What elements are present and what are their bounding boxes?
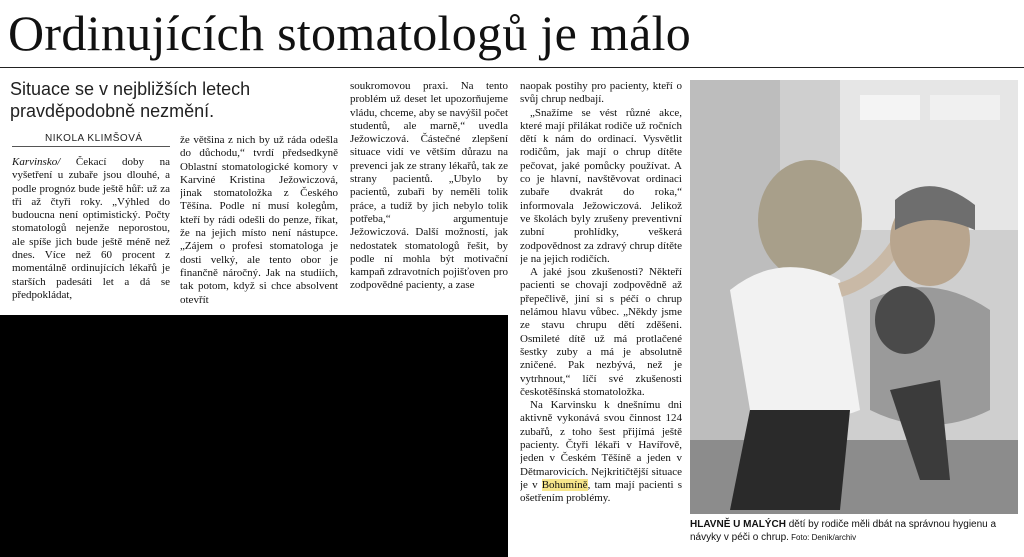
article-column-2 bbox=[180, 134, 338, 314]
dentist-child-photo bbox=[690, 80, 1018, 514]
headline-rule bbox=[0, 67, 1024, 68]
subhead: Situace se v nejbližších letech pravděpodobně nezmění. bbox=[10, 79, 251, 121]
photo-caption bbox=[690, 518, 1020, 544]
paragraph: „Snažíme se vést různé akce, které mají přilákat rodiče už ročních dětí k nám do ordinací. Vysvětlit rodičům, jak mají o chrup dítěte pečovat, jaké pomůcky používat. A co je hlavní, navštěvovat ordinaci zubaře dvakrát do roka,“ informovala Ježowiczová. Jelikož ve školách byly zrušeny preventivní zubní prohlídky, veškerá zodpovědnost za zdravý chrup dítěte je na jejich rodičích. bbox=[520, 106, 682, 265]
paragraph bbox=[520, 399, 682, 505]
paragraph bbox=[12, 156, 170, 302]
highlighted-word: Bohumíně bbox=[541, 478, 588, 491]
paragraph-text: Na Karvinsku k dnešnímu dni aktivně vykonává svou činnost 124 zubařů, z toho šest přijímá ještě pacienty. Čtyři lékaři v Havířově, jeden v Českém Těšíně a jeden v Dětmarovicích. Nejkritičtější situace je v bbox=[520, 399, 682, 491]
caption-lead: HLAVNĚ U MALÝCH bbox=[690, 519, 786, 530]
dateline: Karvinsko/ bbox=[12, 156, 61, 168]
paragraph: soukromovou praxi. Na tento problém už deset let upozorňujeme vládu, chceme, aby se navýšil počet studentů, ale marně,“ uvedla Ježowiczová. Částečné zlepšení situace vidí ve větším důrazu na prevenci jak ze strany lékařů, tak ze strany pacientů. „Ubylo by pacientů, zubaři by neměli tolik práce, a tudíž by jich nebylo tolik potřeba,“ argumentuje Ježowiczová. Další možností, jak nedostatek stomatologů řešit, by podle ní mohla být motivační kampaň zdravotních pojišťoven pro zodpovědné pacienty, a zase bbox=[350, 80, 508, 292]
paragraph: naopak postihy pro pacienty, kteří o svůj chrup nedbají. bbox=[520, 80, 682, 106]
caption-text: dětí by rodiče měli dbát na správnou hygienu a návyky v péči o chrup. bbox=[690, 519, 997, 543]
byline-rule bbox=[12, 146, 170, 147]
article-column-1 bbox=[12, 156, 170, 314]
redacted-area bbox=[0, 315, 508, 557]
article-column-3 bbox=[350, 80, 508, 334]
photo-credit: Foto: Deník/archiv bbox=[788, 533, 857, 542]
headline: Ordinujících stomatologů je málo bbox=[8, 5, 692, 61]
paragraph-text: , tam mají pacienti s ošetřením problémy. bbox=[520, 478, 682, 505]
paragraph: že většina z nich by už ráda odešla do důchodu,“ tvrdí předsedkyně Oblastní stomatologické komory v Karviné Kristina Ježowiczová, jinak stomatoložka z Českého Těšína. Podle ní musí kolegům, kteří by rádi odešli do penze, říkat, že na jejich místo není nástupce. „Zájem o profesi stomatologa je dosti velký, ale tento obor je finančně náročný. Jak na studiích, tak potom, když si chce absolvent otevřít bbox=[180, 134, 338, 306]
byline: NIKOLA KLIMŠOVÁ bbox=[45, 133, 143, 144]
article-photo bbox=[690, 80, 1018, 514]
paragraph: A jaké jsou zkušenosti? Někteří pacienti se chovají zodpovědně až přepečlivě, jiní si s péčí o chrup nelámou hlavu vůbec. „Někdy jsme ze stavu chrupu dětí zděšeni. Osmileté dítě už má protlačené šestky zuby a má je absolutně zničené. Pak nezbývá, než je vytrhnout,“ líčí své zkušenosti českotěšínská stomatoložka. bbox=[520, 266, 682, 398]
paragraph-text: Čekací doby na vyšetření u zubaře jsou dlouhé, a podle prognóz bude ještě hůř: už za tři až čtyři roky. „Výhled do budoucna není optimistický. Počty stomatologů nejenže neporostou, ale spíše jich bude ještě méně než dnes. Více než 60 procent z momentálně ordinujících lékařů je starších padesáti let a dá se předpokládat, bbox=[12, 156, 170, 301]
article-column-4 bbox=[520, 80, 682, 550]
